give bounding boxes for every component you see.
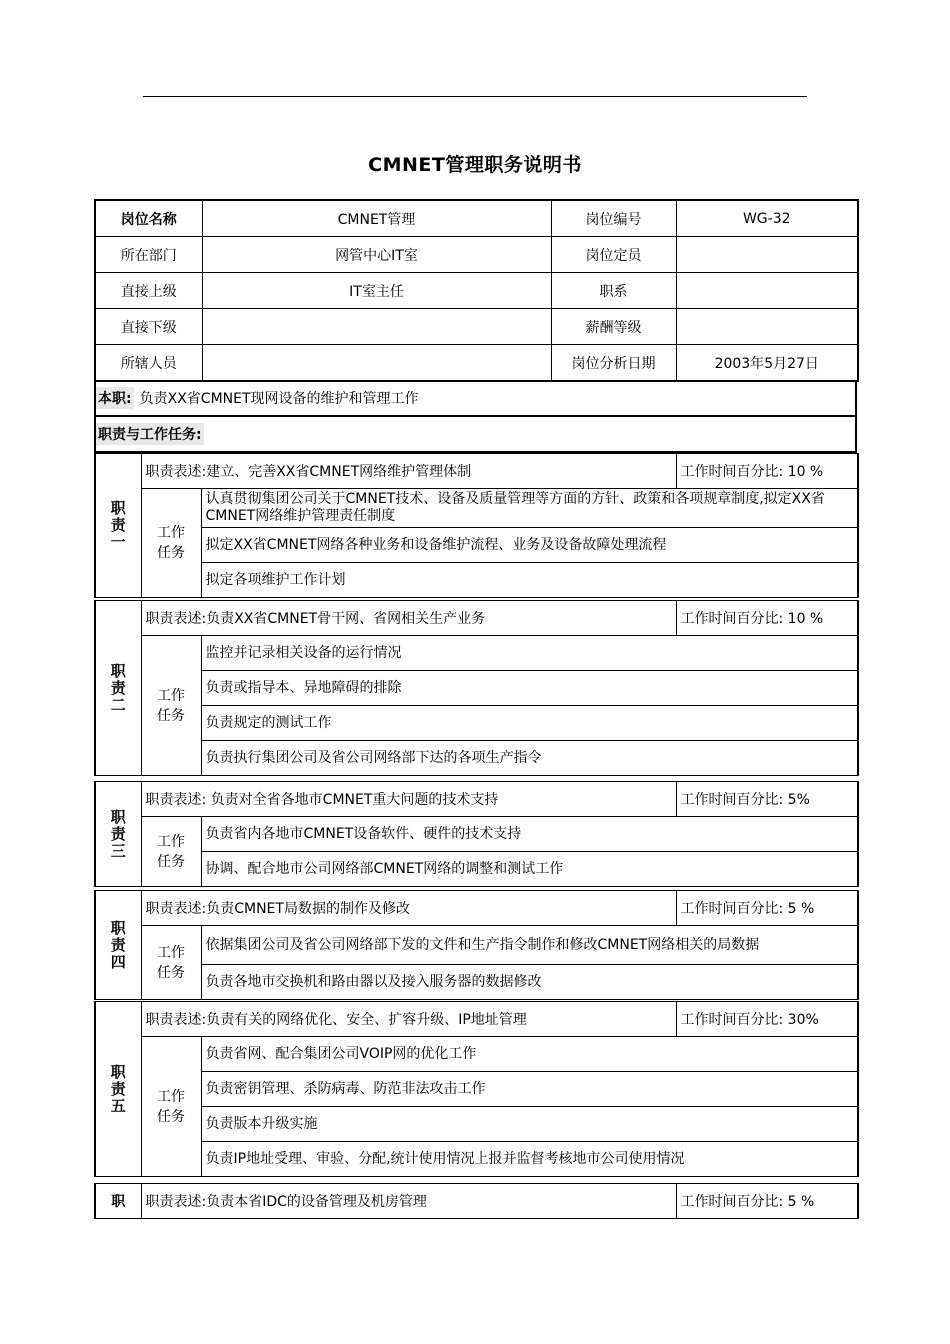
field-value [202, 345, 551, 382]
table-row [95, 965, 858, 1000]
table-row [95, 563, 858, 598]
task-item: 负责省内各地市CMNET设备软件、硬件的技术支持 [201, 817, 858, 852]
task-item: 负责执行集团公司及省公司网络部下达的各项生产指令 [201, 741, 858, 776]
table-row [95, 671, 858, 706]
duty-time-percent: 工作时间百分比: 10 % [676, 454, 858, 489]
task-item: 协调、配合地市公司网络部CMNET网络的调整和测试工作 [201, 852, 858, 887]
table-row [95, 200, 858, 237]
duties-header-row [94, 417, 857, 453]
field-value: CMNET管理 [202, 200, 551, 237]
table-row [95, 1107, 858, 1142]
duty-time-percent: 工作时间百分比: 10 % [676, 601, 858, 636]
duty-statement: 职责表述:负责CMNET局数据的制作及修改 [141, 891, 676, 926]
duty-number: 职责一 [95, 454, 141, 598]
field-label: 所辖人员 [95, 345, 202, 382]
field-label: 直接下级 [95, 309, 202, 345]
duty-statement: 职责表述:负责本省IDC的设备管理及机房管理 [141, 1184, 676, 1219]
work-task-label: 工作任务 [141, 1037, 201, 1177]
field-label: 所在部门 [95, 237, 202, 273]
table-row [95, 601, 858, 636]
duty-block-1 [94, 453, 859, 598]
table-row [95, 782, 858, 817]
field-value: IT室主任 [202, 273, 551, 309]
duty-time-percent: 工作时间百分比: 5 % [676, 1184, 858, 1219]
duty-statement: 职责表述:建立、完善XX省CMNET网络维护管理体制 [141, 454, 676, 489]
task-item: 负责密钥管理、杀防病毒、防范非法攻击工作 [201, 1072, 858, 1107]
duty-statement: 职责表述:负责XX省CMNET骨干网、省网相关生产业务 [141, 601, 676, 636]
work-task-label: 工作任务 [141, 636, 201, 776]
table-row [95, 1142, 858, 1177]
table-row [95, 926, 858, 965]
duty-block-3 [94, 781, 859, 887]
duty-time-percent: 工作时间百分比: 30% [676, 1002, 858, 1037]
table-row [95, 489, 858, 528]
task-item: 负责省网、配合集团公司VOIP网的优化工作 [201, 1037, 858, 1072]
table-row [95, 1072, 858, 1107]
duty-time-percent: 工作时间百分比: 5 % [676, 891, 858, 926]
table-row [95, 237, 858, 273]
summary-row [94, 381, 857, 417]
task-item: 负责各地市交换机和路由器以及接入服务器的数据修改 [201, 965, 858, 1000]
task-item: 依据集团公司及省公司网络部下发的文件和生产指令制作和修改CMNET网络相关的局数据 [201, 926, 858, 965]
field-value [202, 309, 551, 345]
field-label: 岗位编号 [551, 200, 676, 237]
task-item: 负责版本升级实施 [201, 1107, 858, 1142]
field-value [676, 273, 858, 309]
page-title: CMNET管理职务说明书 [368, 154, 582, 176]
duty-statement: 职责表述:负责有关的网络优化、安全、扩容升级、IP地址管理 [141, 1002, 676, 1037]
table-row [95, 454, 858, 489]
work-task-label: 工作任务 [141, 817, 201, 887]
duty-number: 职责二 [95, 601, 141, 776]
duty-block-6 [94, 1183, 859, 1219]
field-label: 薪酬等级 [551, 309, 676, 345]
duty-number: 职责四 [95, 891, 141, 1000]
field-value [676, 309, 858, 345]
task-item: 负责IP地址受理、审验、分配,统计使用情况上报并监督考核地市公司使用情况 [201, 1142, 858, 1177]
task-item: 负责或指导本、异地障碍的排除 [201, 671, 858, 706]
table-row [95, 891, 858, 926]
field-value: WG-32 [676, 200, 858, 237]
summary-text: 负责XX省CMNET现网设备的维护和管理工作 [139, 391, 419, 407]
table-row [95, 741, 858, 776]
field-value [676, 237, 858, 273]
table-row [95, 817, 858, 852]
field-label: 岗位分析日期 [551, 345, 676, 382]
duty-block-4 [94, 890, 859, 1000]
table-row [95, 528, 858, 563]
duty-statement: 职责表述: 负责对全省各地市CMNET重大问题的技术支持 [141, 782, 676, 817]
duty-time-percent: 工作时间百分比: 5% [676, 782, 858, 817]
table-row [95, 636, 858, 671]
table-row [95, 706, 858, 741]
field-label: 岗位定员 [551, 237, 676, 273]
info-table [94, 199, 859, 382]
table-row [95, 852, 858, 887]
summary-label: 本职: [96, 387, 134, 409]
field-value: 2003年5月27日 [676, 345, 858, 382]
task-item: 监控并记录相关设备的运行情况 [201, 636, 858, 671]
duty-block-5 [94, 1001, 859, 1177]
duty-number: 职责三 [95, 782, 141, 887]
table-row [95, 273, 858, 309]
field-label: 职系 [551, 273, 676, 309]
task-item: 负责规定的测试工作 [201, 706, 858, 741]
duties-header-label: 职责与工作任务: [96, 423, 204, 445]
table-row [95, 309, 858, 345]
task-item: 拟定各项维护工作计划 [201, 563, 858, 598]
task-item: 拟定XX省CMNET网络各种业务和设备维护流程、业务及设备故障处理流程 [201, 528, 858, 563]
task-item: 认真贯彻集团公司关于CMNET技术、设备及质量管理等方面的方针、政策和各项规章制度,拟定XX省CMNET网络维护管理责任制度 [201, 489, 858, 528]
table-row [95, 1184, 858, 1219]
header-rule [143, 96, 807, 97]
duty-block-2 [94, 600, 859, 776]
table-row [95, 345, 858, 382]
table-row [95, 1002, 858, 1037]
work-task-label: 工作任务 [141, 489, 201, 598]
duty-number: 职 [95, 1184, 141, 1219]
duty-number: 职责五 [95, 1002, 141, 1177]
work-task-label: 工作任务 [141, 926, 201, 1000]
table-row [95, 1037, 858, 1072]
field-label: 岗位名称 [95, 200, 202, 237]
field-value: 网管中心IT室 [202, 237, 551, 273]
field-label: 直接上级 [95, 273, 202, 309]
